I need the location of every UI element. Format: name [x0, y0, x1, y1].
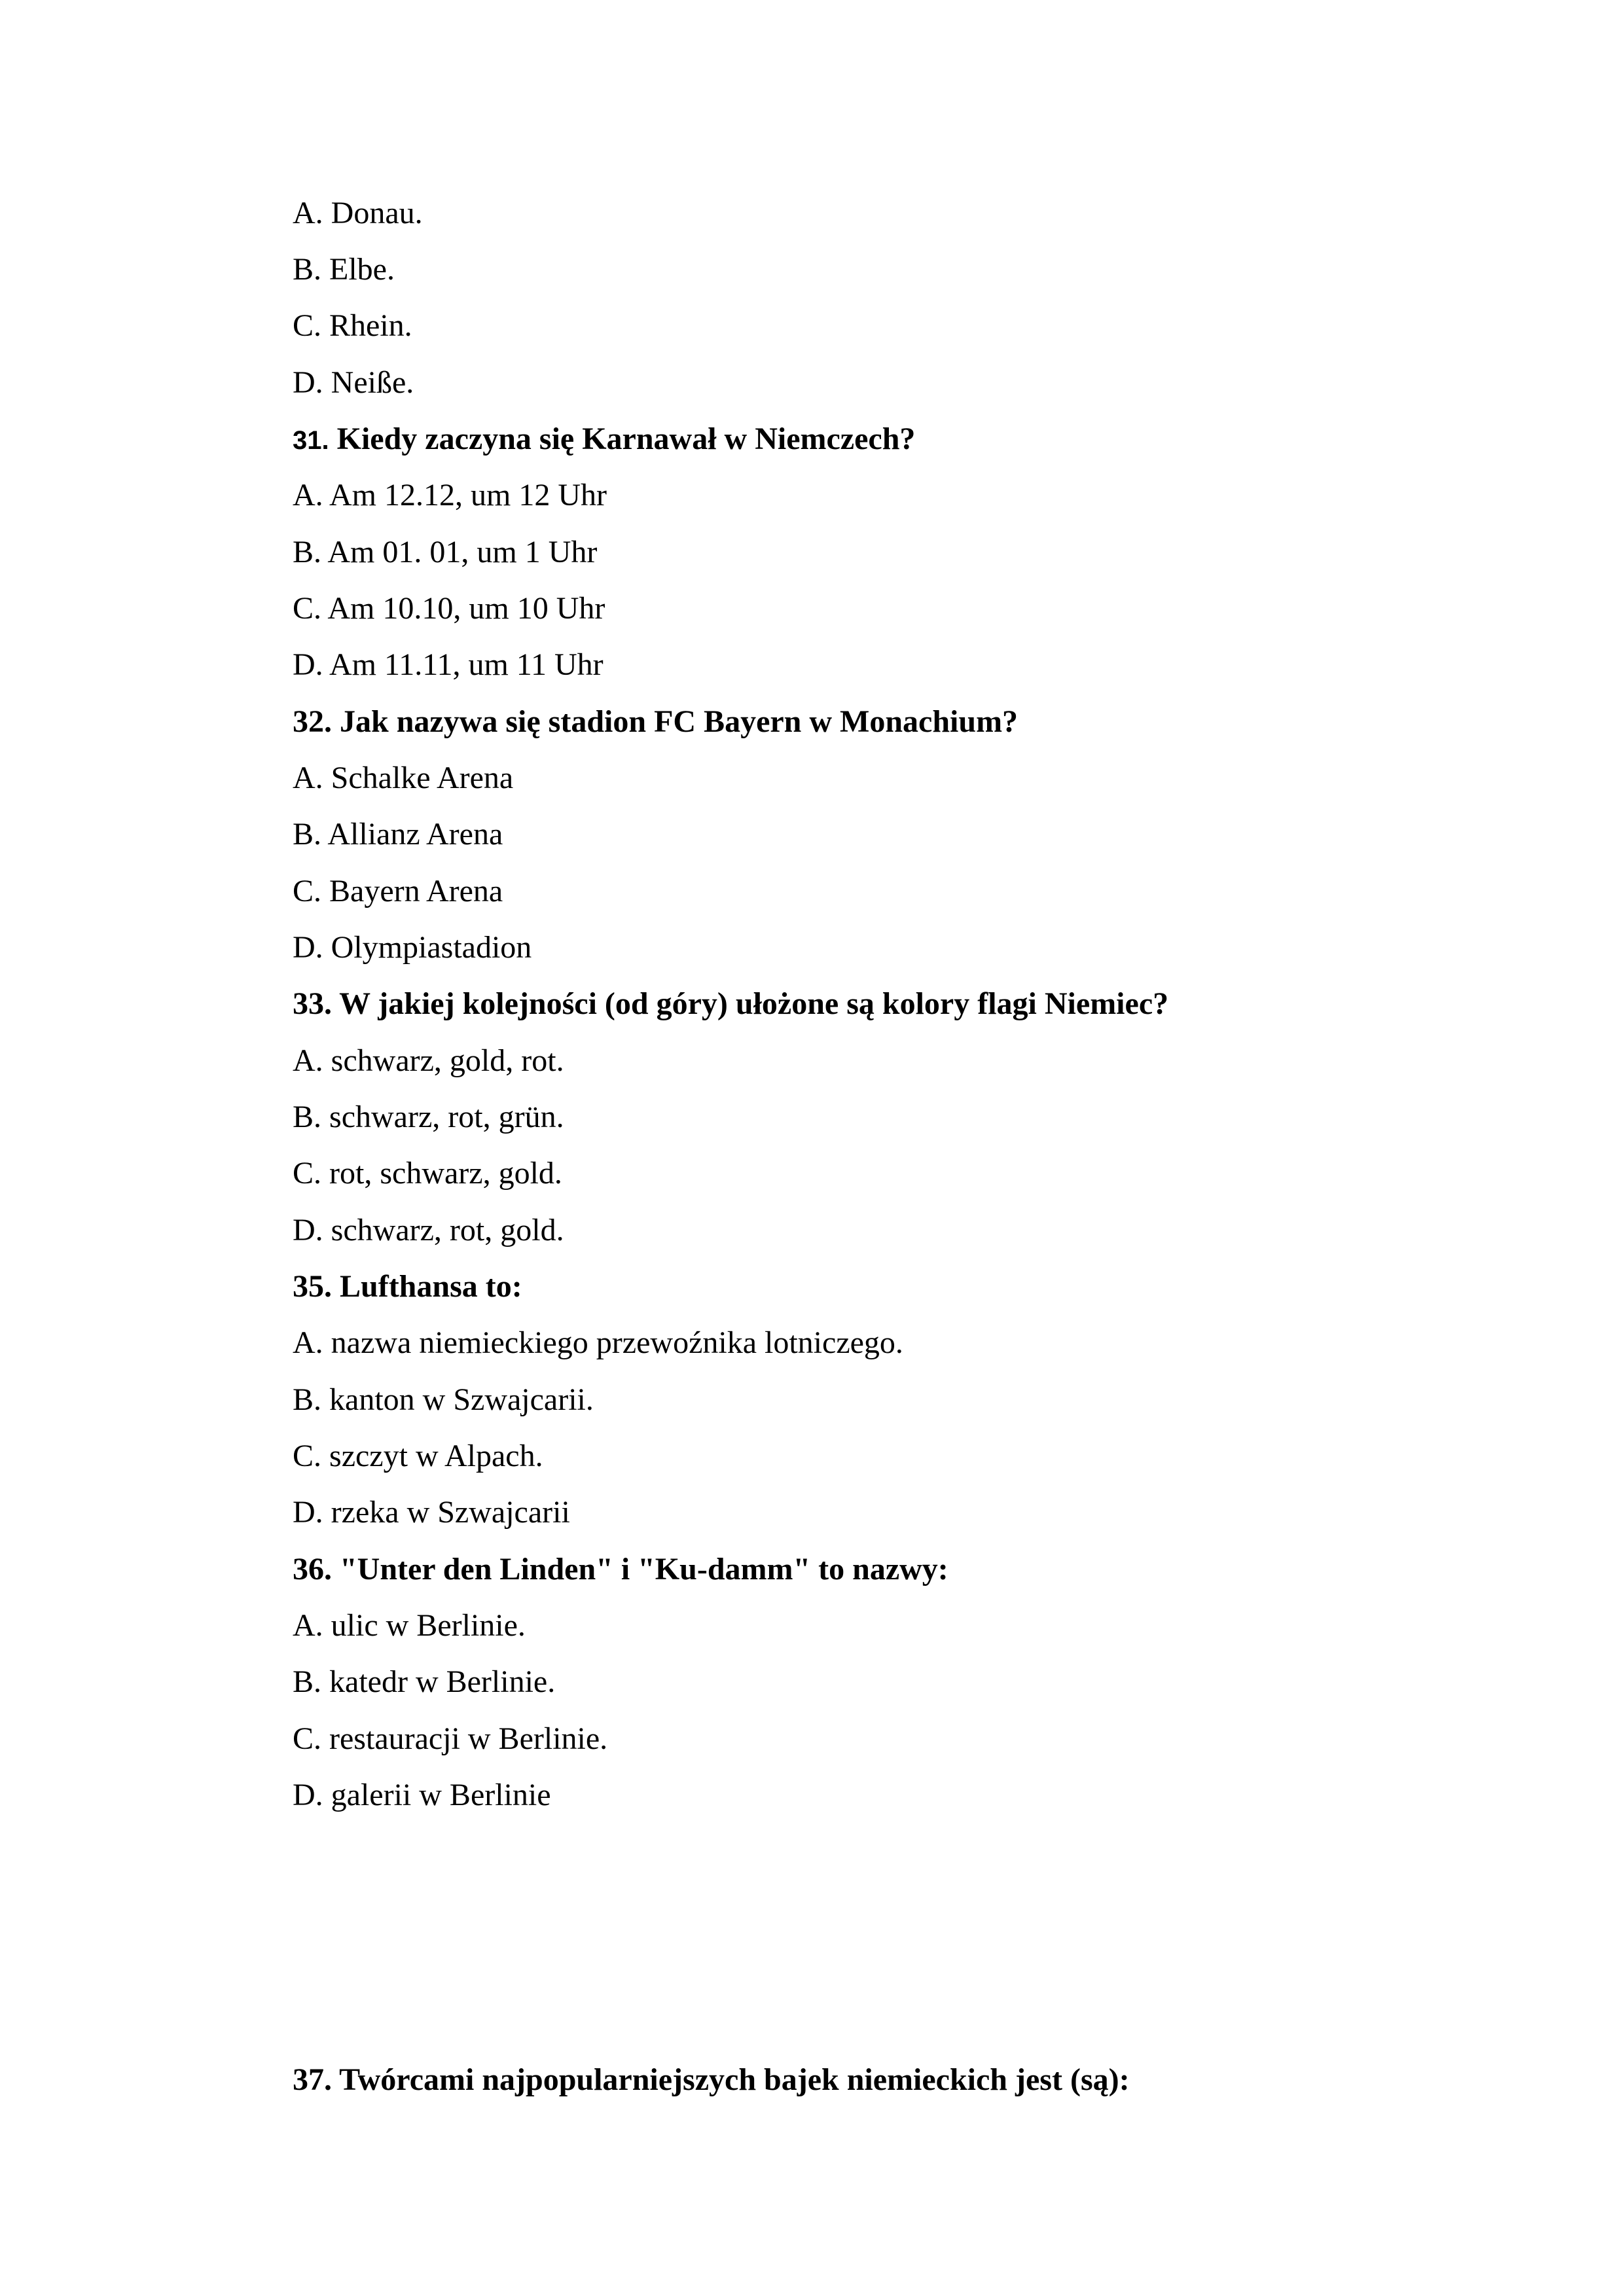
- q31-option-c: C. Am 10.10, um 10 Uhr: [293, 591, 605, 626]
- question-31: [293, 420, 915, 460]
- q32-option-d: D. Olympiastadion: [293, 930, 532, 965]
- q32-option-c: C. Bayern Arena: [293, 874, 503, 908]
- q35-option-a: A. nazwa niemieckiego przewoźnika lotniczego.: [293, 1325, 903, 1360]
- q36-option-d: D. galerii w Berlinie: [293, 1778, 551, 1812]
- q35-option-b: B. kanton w Szwajcarii.: [293, 1382, 594, 1417]
- prev-option-c: C. Rhein.: [293, 308, 412, 343]
- q31-option-b: B. Am 01. 01, um 1 Uhr: [293, 535, 598, 569]
- q35-option-c: C. szczyt w Alpach.: [293, 1439, 543, 1473]
- question-32: 32. Jak nazywa się stadion FC Bayern w Monachium?: [293, 704, 1019, 739]
- q33-option-c: C. rot, schwarz, gold.: [293, 1156, 562, 1191]
- question-31-text: Kiedy zaczyna się Karnawał w Niemczech?: [329, 422, 916, 456]
- q36-option-a: A. ulic w Berlinie.: [293, 1608, 526, 1643]
- q33-option-d: D. schwarz, rot, gold.: [293, 1213, 564, 1247]
- question-33: 33. W jakiej kolejności (od góry) ułożone są kolory flagi Niemiec?: [293, 986, 1169, 1021]
- q36-option-b: B. katedr w Berlinie.: [293, 1664, 556, 1699]
- q32-option-b: B. Allianz Arena: [293, 817, 503, 852]
- prev-option-a: A. Donau.: [293, 196, 423, 230]
- question-36: 36. "Unter den Linden" i "Ku-damm" to nazwy:: [293, 1552, 948, 1587]
- q36-option-c: C. restauracji w Berlinie.: [293, 1721, 608, 1756]
- prev-option-b: B. Elbe.: [293, 252, 395, 287]
- question-35: 35. Lufthansa to:: [293, 1269, 522, 1304]
- q35-option-d: D. rzeka w Szwajcarii: [293, 1495, 570, 1530]
- q31-option-a: A. Am 12.12, um 12 Uhr: [293, 478, 607, 512]
- q31-option-d: D. Am 11.11, um 11 Uhr: [293, 647, 604, 682]
- question-37: 37. Twórcami najpopularniejszych bajek niemieckich jest (są):: [293, 2062, 1130, 2097]
- q33-option-a: A. schwarz, gold, rot.: [293, 1043, 564, 1078]
- q32-option-a: A. Schalke Arena: [293, 761, 514, 795]
- q33-option-b: B. schwarz, rot, grün.: [293, 1100, 564, 1134]
- question-31-number: 31.: [293, 426, 329, 455]
- prev-option-d: D. Neiße.: [293, 365, 414, 400]
